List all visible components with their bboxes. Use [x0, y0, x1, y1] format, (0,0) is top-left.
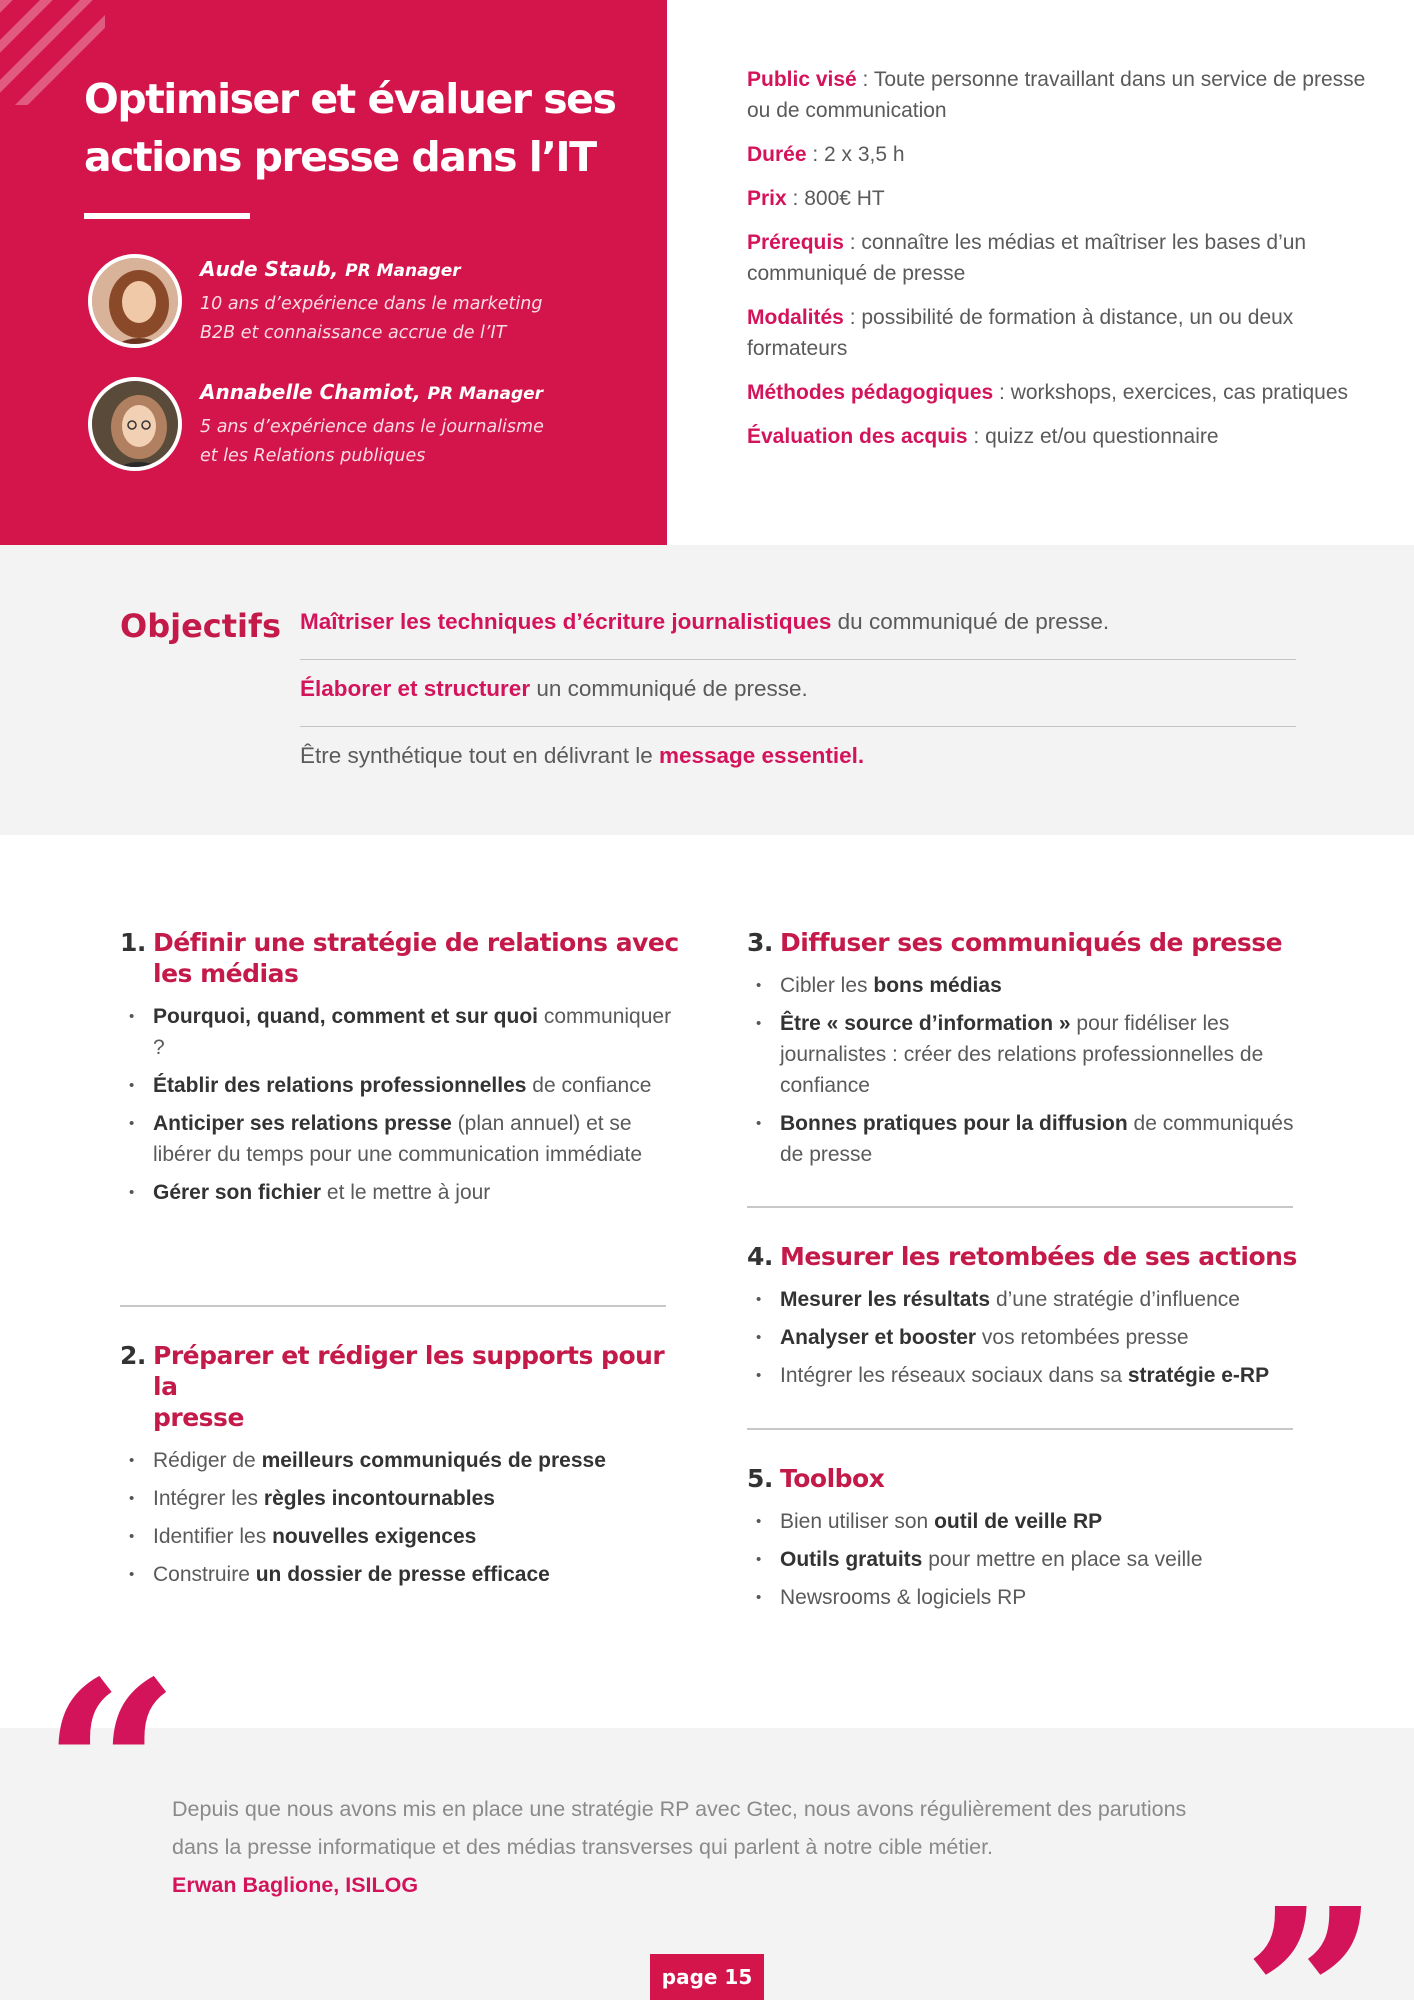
person-photo-icon — [92, 258, 182, 348]
list-item: • Bien utiliser son outil de veille RP — [747, 1506, 1307, 1537]
list-item: • Pourquoi, quand, comment et sur quoi communiquer ? — [120, 1001, 680, 1063]
module-items — [747, 1506, 1307, 1613]
info-methodes: Méthodes pédagogiques : workshops, exercices, cas pratiques — [747, 381, 1349, 404]
page-number: page 15 — [650, 1954, 764, 2000]
info-evaluation: Évaluation des acquis : quizz et/ou questionnaire — [747, 425, 1219, 448]
list-item: • Bonnes pratiques pour la diffusion de communiqués de presse — [747, 1108, 1307, 1170]
close-quote-icon: ” — [1242, 1856, 1381, 2000]
module-items — [120, 1001, 680, 1208]
module-4 — [747, 1241, 1307, 1398]
module-title: 5. Toolbox — [747, 1464, 885, 1493]
testimonial-author: Erwan Baglione, ISILOG — [172, 1873, 419, 1897]
course-info — [747, 64, 1367, 465]
module-items — [747, 1284, 1307, 1391]
list-item: • Anticiper ses relations presse (plan annuel) et se libérer du temps pour une communication immédiate — [120, 1108, 680, 1170]
list-item: • Cibler les bons médias — [747, 970, 1307, 1001]
info-prix: Prix : 800€ HT — [747, 187, 885, 210]
title-underline — [84, 213, 250, 219]
module-2 — [120, 1340, 680, 1597]
list-item: • Établir des relations professionnelles de confiance — [120, 1070, 680, 1101]
course-title: Optimiser et évaluer ses actions presse dans l’IT — [84, 75, 616, 181]
person-photo-icon — [92, 381, 182, 471]
list-item: • Construire un dossier de presse efficace — [120, 1559, 680, 1590]
objective-item: Maîtriser les techniques d’écriture journalistiques du communiqué de presse. — [300, 609, 1296, 660]
module-1 — [120, 927, 680, 1215]
trainer-card — [88, 254, 648, 354]
testimonial-text: Depuis que nous avons mis en place une stratégie RP avec Gtec, nous avons régulièrement des parutions dans la presse informatique et des médias transverses qui parlent à notre cible métier. — [172, 1797, 1187, 1859]
list-item: • Rédiger de meilleurs communiqués de presse — [120, 1445, 680, 1476]
module-items — [747, 970, 1307, 1170]
avatar — [88, 377, 182, 471]
list-item: • Intégrer les règles incontournables — [120, 1483, 680, 1514]
divider — [747, 1206, 1293, 1208]
trainer-description: 5 ans d’expérience dans le journalisme et les Relations publiques — [200, 417, 544, 466]
module-5 — [747, 1463, 1307, 1620]
list-item: • Gérer son fichier et le mettre à jour — [120, 1177, 680, 1208]
module-items — [120, 1445, 680, 1590]
objective-item: Être synthétique tout en délivrant le message essentiel. — [300, 743, 865, 768]
trainer-name: Annabelle Chamiot, PR Manager — [200, 380, 544, 404]
divider — [747, 1428, 1293, 1430]
open-quote-icon: “ — [42, 1629, 181, 1911]
info-modalites: Modalités : possibilité de formation à distance, un ou deux formateurs — [747, 306, 1294, 360]
objectives-title: Objectifs — [120, 607, 281, 645]
info-duree: Durée : 2 x 3,5 h — [747, 143, 905, 166]
module-title: 4. Mesurer les retombées de ses actions — [747, 1242, 1297, 1271]
info-public: Public visé : Toute personne travaillant dans un service de presse ou de communication — [747, 68, 1366, 122]
trainer-name: Aude Staub, PR Manager — [200, 257, 461, 281]
info-prerequis: Prérequis : connaître les médias et maîtriser les bases d’un communiqué de presse — [747, 231, 1307, 285]
list-item: • Outils gratuits pour mettre en place sa veille — [747, 1544, 1307, 1575]
header-banner — [0, 0, 667, 545]
module-title: 1. Définir une stratégie de relations avec les médias — [120, 928, 679, 988]
objective-item: Élaborer et structurer un communiqué de presse. — [300, 676, 1296, 727]
module-3 — [747, 927, 1307, 1177]
divider — [120, 1305, 666, 1307]
trainer-description: 10 ans d’expérience dans le marketing B2B et connaissance accrue de l’IT — [200, 294, 543, 343]
avatar — [88, 254, 182, 348]
list-item: • Intégrer les réseaux sociaux dans sa stratégie e-RP — [747, 1360, 1307, 1391]
module-title: 2. Préparer et rédiger les supports pour la presse — [120, 1341, 665, 1432]
list-item: • Mesurer les résultats d’une stratégie d’influence — [747, 1284, 1307, 1315]
list-item: • Analyser et booster vos retombées presse — [747, 1322, 1307, 1353]
list-item: • Newsrooms & logiciels RP — [747, 1582, 1307, 1613]
module-title: 3. Diffuser ses communiqués de presse — [747, 928, 1283, 957]
list-item: • Identifier les nouvelles exigences — [120, 1521, 680, 1552]
list-item: • Être « source d’information » pour fidéliser les journalistes : créer des relations professionnelles de confiance — [747, 1008, 1307, 1101]
objectives-section — [0, 545, 1414, 835]
trainer-card — [88, 377, 648, 477]
